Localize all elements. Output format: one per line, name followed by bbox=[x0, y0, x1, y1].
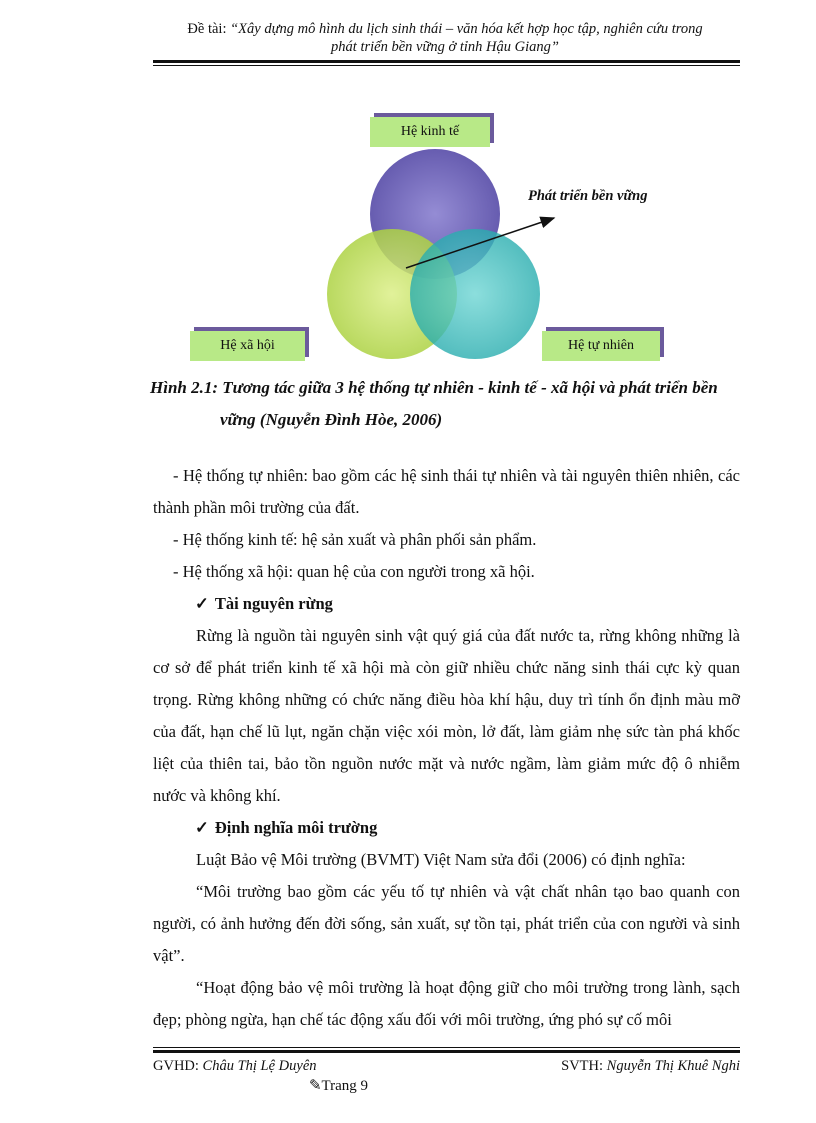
svth-name: Nguyễn Thị Khuê Nghi bbox=[606, 1058, 740, 1074]
arrow-label: Phát triển bền vững bbox=[528, 188, 648, 204]
footer-advisor bbox=[153, 1058, 317, 1075]
page-header bbox=[150, 20, 740, 56]
pencil-icon: ✎ bbox=[308, 1078, 322, 1094]
heading-forest bbox=[153, 588, 740, 620]
header-label: Đề tài: bbox=[187, 21, 231, 37]
para-forest: Rừng là nguồn tài nguyên sinh vật quý giá của đất nước ta, rừng không những là cơ sở để phát triển kinh tế xã hội mà còn giữ nhiều chức năng sinh thái cực kỳ quan trọng. Rừng không những có chức năng điều hòa khí hậu, duy trì tính ổn định màu mỡ của đất, hạn chế lũ lụt, ngăn chặn việc xói mòn, lở đất, làm giảm nhẹ sức tàn phá khốc liệt của thiên tai, bảo tồn nguồn nước mặt và nước ngầm, làm giảm mức độ ô nhiễm nước và không khí. bbox=[153, 626, 740, 805]
heading-environment bbox=[153, 812, 740, 844]
economy-box bbox=[370, 117, 490, 147]
venn-diagram bbox=[150, 100, 740, 370]
caption-line1: Hình 2.1: Tương tác giữa 3 hệ thống tự nhiên - kinh tế - xã hội và phát triển bền bbox=[150, 378, 718, 397]
gvhd-label: GVHD: bbox=[153, 1058, 203, 1074]
heading-forest-text: Tài nguyên rừng bbox=[214, 594, 333, 613]
heading-environment-text: Định nghĩa môi trường bbox=[214, 818, 378, 837]
gvhd-name: Châu Thị Lệ Duyên bbox=[202, 1058, 317, 1074]
header-title-line1: “Xây dựng mô hình du lịch sinh thái – văn hóa kết hợp học tập, nghiên cứu trong bbox=[230, 21, 703, 37]
page-number-text: Trang 9 bbox=[321, 1078, 369, 1094]
figure-caption bbox=[150, 372, 742, 436]
para-natural-system: - Hệ thống tự nhiên: bao gồm các hệ sinh thái tự nhiên và tài nguyên thiên nhiên, các thành phần môi trường của đất. bbox=[153, 466, 740, 517]
economy-label: Hệ kinh tế bbox=[400, 124, 460, 139]
footer-rule-thick bbox=[153, 1050, 740, 1053]
checkmark-icon: ✓ bbox=[195, 818, 209, 837]
header-rule-thick bbox=[153, 60, 740, 63]
footer-student bbox=[561, 1058, 740, 1075]
para-economic-system: - Hệ thống kinh tế: hệ sản xuất và phân phối sản phẩm. bbox=[173, 530, 537, 549]
para-env-definition: “Môi trường bao gồm các yếu tố tự nhiên và vật chất nhân tạo bao quanh con người, có ảnh hưởng đến đời sống, sản xuất, sự tồn tại, phát triển của con người và sinh vật”. bbox=[153, 882, 740, 965]
header-rule-thin bbox=[153, 65, 740, 66]
footer-rule-thin bbox=[153, 1047, 740, 1048]
body-text bbox=[153, 460, 740, 1036]
caption-line2: vững (Nguyễn Đình Hòe, 2006) bbox=[220, 410, 443, 429]
nature-circle bbox=[410, 229, 540, 359]
society-label: Hệ xã hội bbox=[220, 338, 275, 353]
page-number bbox=[0, 1076, 587, 1095]
checkmark-icon: ✓ bbox=[195, 594, 209, 613]
para-law: Luật Bảo vệ Môi trường (BVMT) Việt Nam sửa đổi (2006) có định nghĩa: bbox=[196, 850, 686, 869]
para-env-protection: “Hoạt động bảo vệ môi trường là hoạt động giữ cho môi trường trong lành, sạch đẹp; phòng ngừa, hạn chế tác động xấu đối với môi trường, ứng phó sự cố môi bbox=[153, 978, 740, 1029]
svth-label: SVTH: bbox=[561, 1058, 607, 1074]
nature-box bbox=[542, 331, 660, 361]
nature-label: Hệ tự nhiên bbox=[568, 338, 634, 353]
society-box bbox=[190, 331, 305, 361]
header-title-line2: phát triển bền vững ở tỉnh Hậu Giang” bbox=[331, 39, 559, 55]
para-social-system: - Hệ thống xã hội: quan hệ của con người trong xã hội. bbox=[173, 562, 535, 581]
